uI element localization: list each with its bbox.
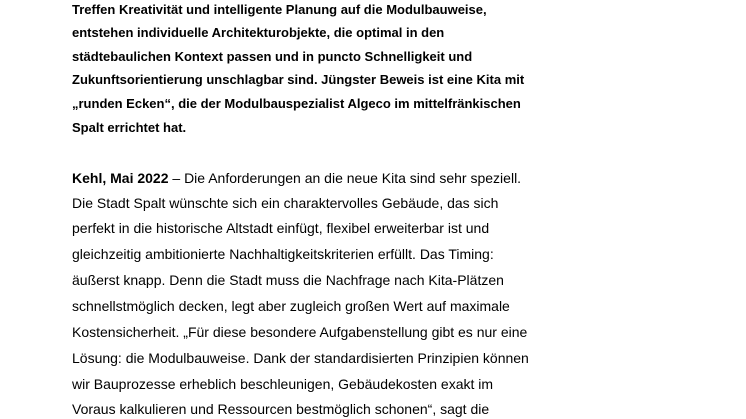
body-line: Voraus kalkulieren und Ressourcen bestmöglich schonen“, sagt die [72, 401, 490, 417]
body-line: Lösung: die Modulbauweise. Dank der standardisierten Prinzipien können [72, 350, 529, 366]
lead-line: städtebaulichen Kontext passen und in puncto Schnelligkeit und [72, 49, 473, 64]
body-first-line [72, 170, 521, 187]
body-first-line-text: – Die Anforderungen an die neue Kita sind sehr speziell. [168, 170, 522, 186]
lead-line: Spalt errichtet hat. [72, 120, 187, 135]
lead-line: Zukunftsorientierung unschlagbar sind. Jüngster Beweis ist eine Kita mit [72, 72, 525, 87]
body-line: perfekt in die historische Altstadt einfügt, flexibel erweiterbar ist und [72, 220, 490, 236]
body-line: äußerst knapp. Denn die Stadt muss die Nachfrage nach Kita-Plätzen [72, 272, 504, 288]
body-line: Kostensicherheit. „Für diese besondere Aufgabenstellung gibt es nur eine [72, 324, 528, 340]
lead-line: Treffen Kreativität und intelligente Planung auf die Modulbauweise, [72, 2, 487, 17]
body-line: Die Stadt Spalt wünschte sich ein charaktervolles Gebäude, das sich [72, 195, 499, 211]
body-line: gleichzeitig ambitionierte Nachhaltigkeitskriterien erfüllt. Das Timing: [72, 246, 494, 262]
lead-line: „runden Ecken“, die der Modulbauspezialist Algeco im mittelfränkischen [72, 96, 521, 111]
lead-line: entstehen individuelle Architekturobjekte, die optimal in den [72, 25, 445, 40]
body-line: wir Bauprozesse erheblich beschleunigen, Gebäudekosten exakt im [72, 376, 494, 392]
dateline: Kehl, Mai 2022 [72, 170, 169, 186]
body-line: schnellstmöglich decken, legt aber zugleich großen Wert auf maximale [72, 298, 510, 314]
